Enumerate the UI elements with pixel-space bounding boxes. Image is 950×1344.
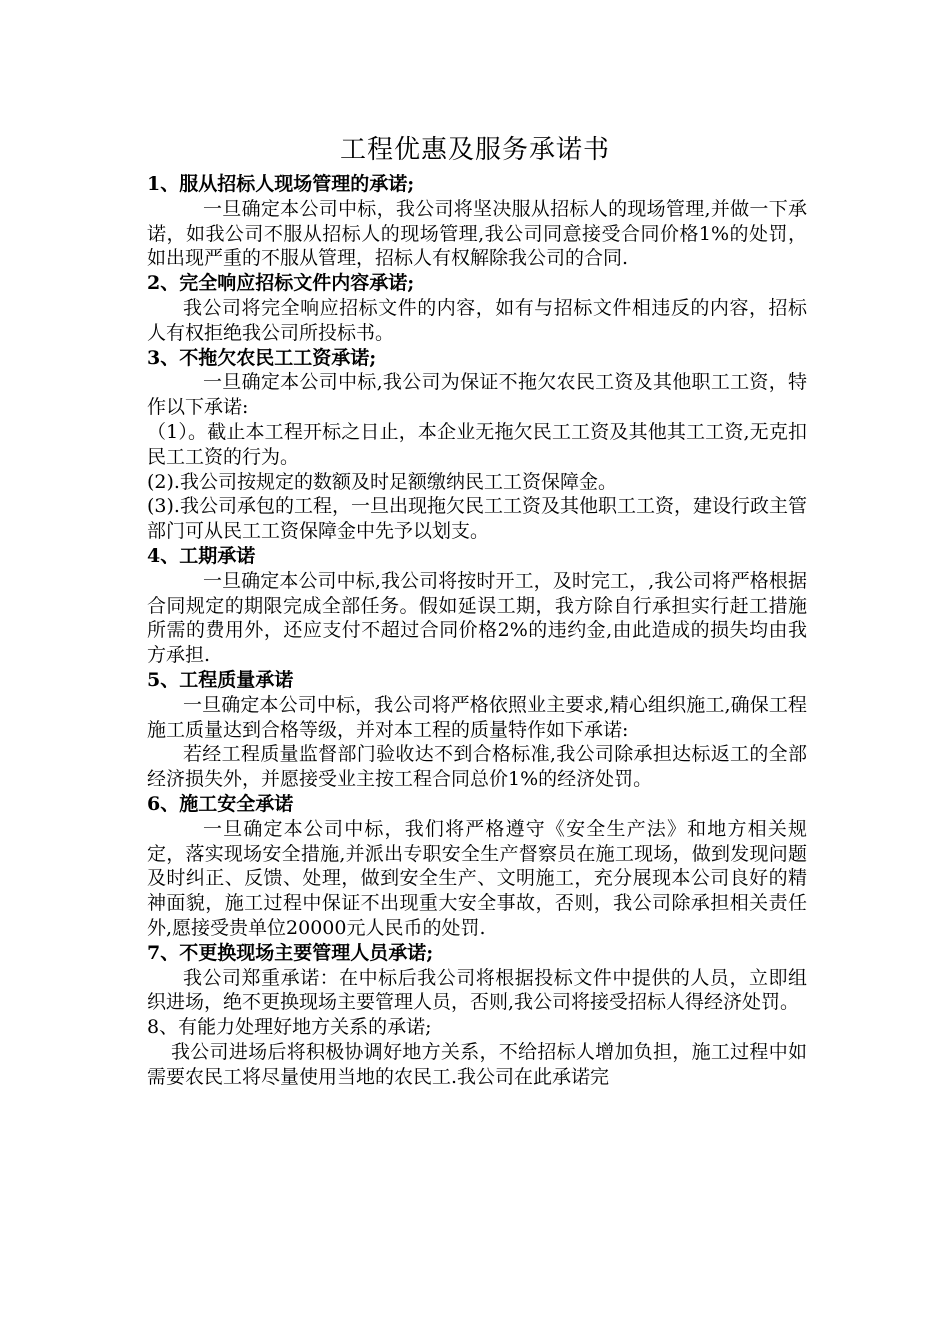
section-heading-7: 7、不更换现场主要管理人员承诺; [147,941,434,964]
section-5-paragraph-1: 一旦确定本公司中标，我公司将严格依照业主要求,精心组织施工,确保工程施工质量达到合格等级，并对本工程的质量特作如下承诺: [147,693,807,741]
section-heading-8: 8、有能力处理好地方关系的承诺; [147,1016,432,1039]
document-body [147,172,807,1089]
document-title: 工程优惠及服务承诺书 [339,135,610,165]
section-heading-4: 4、工期承诺 [147,544,256,567]
section-8-paragraph: 我公司进场后将积极协调好地方关系，不给招标人增加负担，施工过程中如需要农民工将尽量使用当地的农民工.我公司在此承诺完 [147,1040,807,1088]
section-2-paragraph: 我公司将完全响应招标文件的内容，如有与招标文件相违反的内容，招标人有权拒绝我公司所投标书。 [147,296,807,344]
section-3-item-1: （1）。截止本工程开标之日止，本企业无拖欠民工工资及其他其工工资,无克扣民工工资的行为。 [147,420,807,468]
section-heading-5: 5、工程质量承诺 [147,668,294,691]
section-heading-2: 2、完全响应招标文件内容承诺; [147,272,415,295]
section-3-item-3: (3).我公司承包的工程，一旦出现拖欠民工工资及其他职工工资，建设行政主管部门可从民工工资保障金中先予以划支。 [147,495,807,543]
section-4-paragraph: 一旦确定本公司中标,我公司将按时开工，及时完工，,我公司将严格根据合同规定的期限完成全部任务。假如延误工期，我方除自行承担实行赶工措施所需的费用外，还应支付不超过合同价格2%的违约金,由此造成的损失均由我方承担. [147,569,807,667]
section-7-paragraph: 我公司郑重承诺：在中标后我公司将根据投标文件中提供的人员，立即组织进场，绝不更换现场主要管理人员，否则,我公司将接受招标人得经济处罚。 [147,966,807,1014]
section-heading-3: 3、不拖欠农民工工资承诺; [147,346,377,369]
section-1-paragraph: 一旦确定本公司中标，我公司将坚决服从招标人的现场管理,并做一下承诺，如我公司不服从招标人的现场管理,我公司同意接受合同价格1%的处罚，如出现严重的不服从管理，招标人有权解除我公司的合同. [147,197,807,270]
section-5-paragraph-2: 若经工程质量监督部门验收达不到合格标准,我公司除承担达标返工的全部经济损失外，并愿接受业主按工程合同总价1%的经济处罚。 [147,743,807,791]
section-3-item-2: (2).我公司按规定的数额及时足额缴纳民工工资保障金。 [147,470,617,493]
section-heading-1: 1、服从招标人现场管理的承诺; [147,173,415,195]
section-6-paragraph: 一旦确定本公司中标，我们将严格遵守《安全生产法》和地方相关规定，落实现场安全措施,并派出专职安全生产督察员在施工现场，做到发现问题及时纠正、反馈、处理，做到安全生产、文明施工，充分展现本公司良好的精神面貌，施工过程中保证不出现重大安全事故，否则，我公司除承担相关责任外,愿接受贵单位20000元人民币的处罚. [147,817,807,939]
section-heading-6: 6、施工安全承诺 [147,792,294,815]
section-3-paragraph: 一旦确定本公司中标,我公司为保证不拖欠农民工资及其他职工工资，特作以下承诺: [147,371,807,419]
